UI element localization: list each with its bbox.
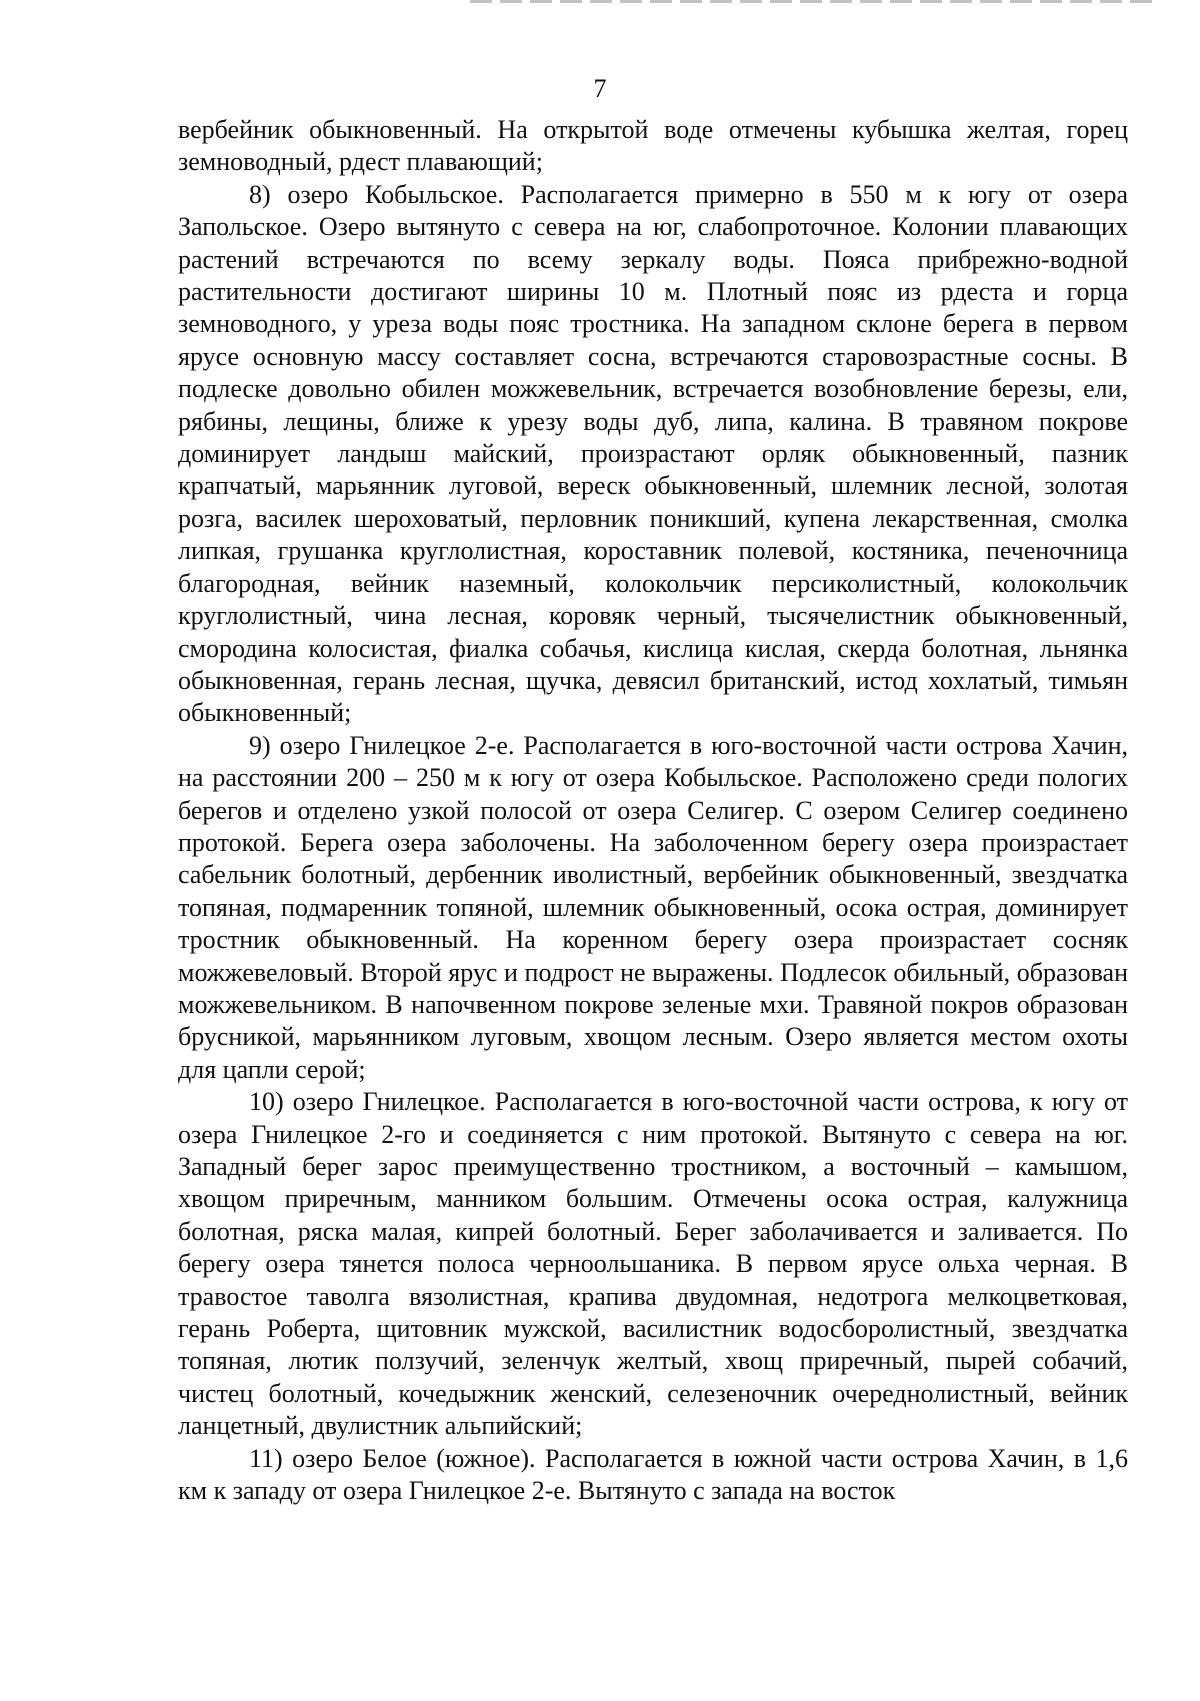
paragraph-item-11: 11) озеро Белое (южное). Располагается в южной части острова Хачин, в 1,6 км к западу от озера Гнилецкое 2-е. Вытянуто с запада на восток <box>178 1443 1128 1506</box>
page-number: 7 <box>593 74 607 103</box>
paragraph-item-9: 9) озеро Гнилецкое 2-е. Располагается в юго-восточной части острова Хачин, на расстоянии 200 – 250 м к югу от озера Кобыльское. Расположено среди пологих берегов и отделено узкой полосой от озера Селигер. С озером Селигер соединено протокой. Берега озера заболочены. На заболоченном берегу озера произрастает сабельник болотный, дербенник иволистный, вербейник обыкновенный, звездчатка топяная, подмаренник топяной, шлемник обыкновенный, осока острая, доминирует тростник обыкновенный. На коренном берегу озера произрастает сосняк можжевеловый. Второй ярус и подрост не выражены. Подлесок обильный, образован можжевельником. В напочвенном покрове зеленые мхи. Травяной покров образован брусникой, марьянником луговым, хвощом лесным. Озеро является местом охоты для цапли серой; <box>178 730 1128 1084</box>
paragraph-continuation: вербейник обыкновенный. На открытой воде отмечены кубышка желтая, горец земноводный, рдест плавающий; <box>178 115 1128 177</box>
paragraph-item-8: 8) озеро Кобыльское. Располагается примерно в 550 м к югу от озера Запольское. Озеро вытянуто с севера на юг, слабопроточное. Колонии плавающих растений встречаются по всему зеркалу воды. Пояса прибрежно-водной растительности достигают ширины 10 м. Плотный пояс из рдеста и горца земноводного, у уреза воды пояс тростника. На западном склоне берега в первом ярусе основную массу составляет сосна, встречаются старовозрастные сосны. В подлеске довольно обилен можжевельник, встречается возобновление березы, ели, рябины, лещины, ближе к урезу воды дуб, липа, калина. В травяном покрове доминирует ландыш майский, произрастают орляк обыкновенный, пазник крапчатый, марьянник луговой, вереск обыкновенный, шлемник лесной, золотая розга, василек шероховатый, перловник поникший, купена лекарственная, смолка липкая, грушанка круглолистная, короставник полевой, костяника, печеночница благородная, вейник наземный, колокольчик персиколистный, колокольчик круглолистный, чина лесная, коровяк черный, тысячелистник обыкновенный, смородина колосистая, фиалка собачья, кислица кислая, скерда болотная, льнянка обыкновенная, герань лесная, щучка, девясил британский, истод хохлатый, тимьян обыкновенный; <box>178 179 1128 728</box>
paragraph-item-10: 10) озеро Гнилецкое. Располагается в юго-восточной части острова, к югу от озера Гнилецкое 2-го и соединяется с ним протокой. Вытянуто с севера на юг. Западный берег зарос преимущественно тростником, а восточный – камышом, хвощом приречным, манником большим. Отмечены осока острая, калужница болотная, ряска малая, кипрей болотный. Берег заболачивается и заливается. По берегу озера тянется полоса черноольшаника. В первом ярусе ольха черная. В травостое таволга вязолистная, крапива двудомная, недотрога мелкоцветковая, герань Роберта, щитовник мужской, василистник водосборолистный, звездчатка топяная, лютик ползучий, зеленчук желтый, хвощ приречный, пырей собачий, чистец болотный, кочедыжник женский, селезеночник очереднолистный, вейник ланцетный, двулистник альпийский; <box>178 1087 1128 1441</box>
scan-edge-artifact <box>470 0 1160 3</box>
document-body <box>178 114 1128 1507</box>
